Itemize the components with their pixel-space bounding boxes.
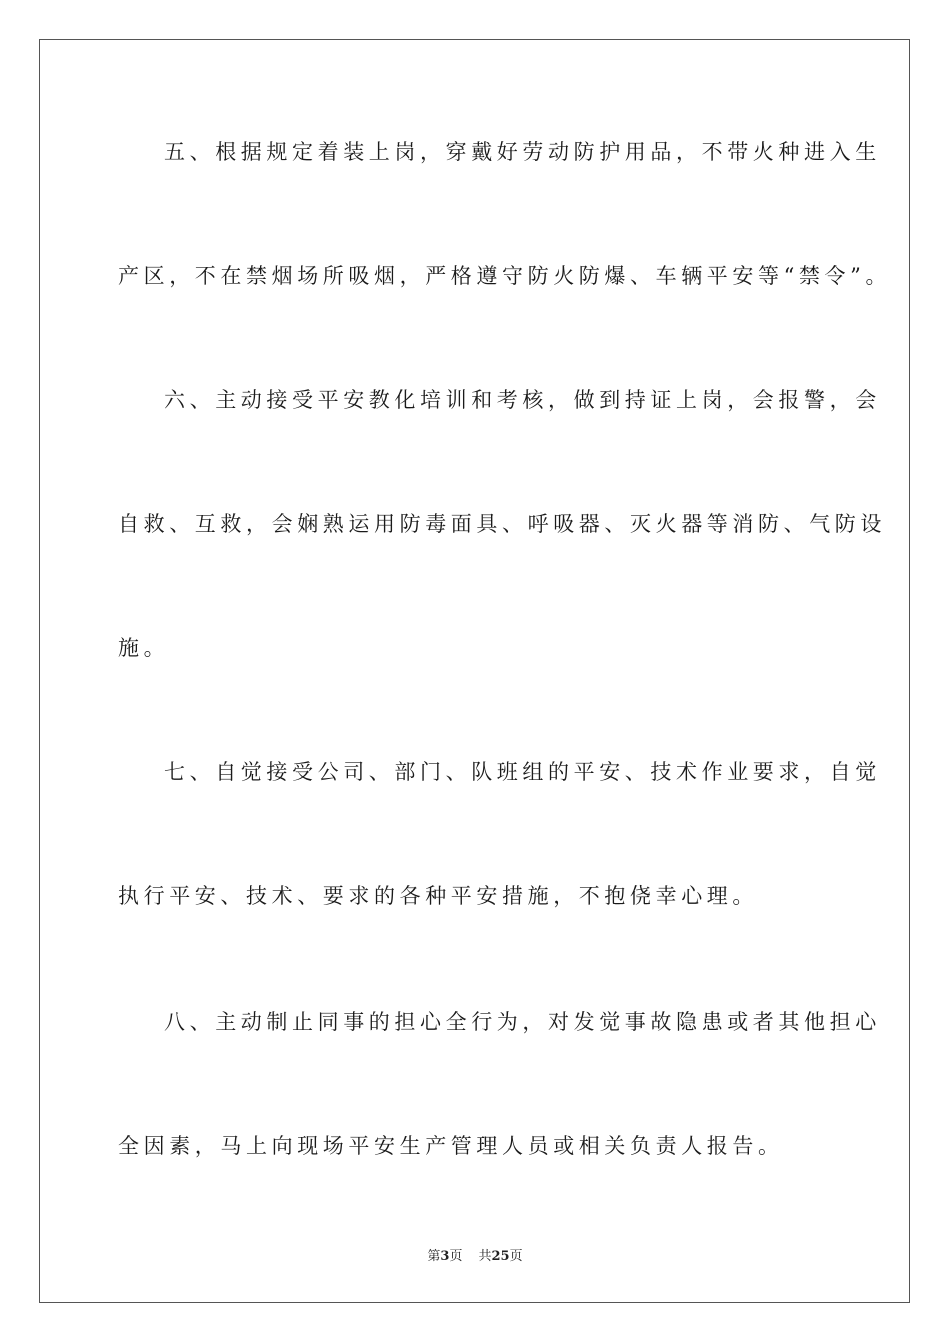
total-prefix: 共 bbox=[478, 1249, 492, 1264]
page-footer bbox=[0, 1248, 950, 1266]
page-prefix: 第 bbox=[427, 1249, 441, 1264]
page-suffix: 页 bbox=[449, 1249, 463, 1264]
total-pages: 25 bbox=[491, 1249, 510, 1264]
paragraph-6-line-3: 施。 bbox=[118, 636, 170, 660]
paragraph-7-line-1: 七、自觉接受公司、部门、队班组的平安、技术作业要求，自觉 bbox=[164, 760, 881, 784]
page-border bbox=[39, 39, 910, 1303]
paragraph-5-line-1: 五、根据规定着装上岗，穿戴好劳动防护用品，不带火种进入生 bbox=[164, 140, 881, 164]
paragraph-7-line-2: 执行平安、技术、要求的各种平安措施，不抱侥幸心理。 bbox=[118, 884, 758, 908]
paragraph-5-line-2: 产区，不在禁烟场所吸烟，严格遵守防火防爆、车辆平安等“禁令”。 bbox=[118, 264, 892, 288]
total-suffix: 页 bbox=[509, 1249, 523, 1264]
paragraph-8-line-1: 八、主动制止同事的担心全行为，对发觉事故隐患或者其他担心 bbox=[164, 1010, 881, 1034]
paragraph-6-line-2: 自救、互救，会娴熟运用防毒面具、呼吸器、灭火器等消防、气防设 bbox=[118, 512, 886, 536]
paragraph-6-line-1: 六、主动接受平安教化培训和考核，做到持证上岗，会报警，会 bbox=[164, 388, 881, 412]
paragraph-8-line-2: 全因素，马上向现场平安生产管理人员或相关负责人报告。 bbox=[118, 1134, 784, 1158]
page-number: 3 bbox=[440, 1249, 450, 1264]
